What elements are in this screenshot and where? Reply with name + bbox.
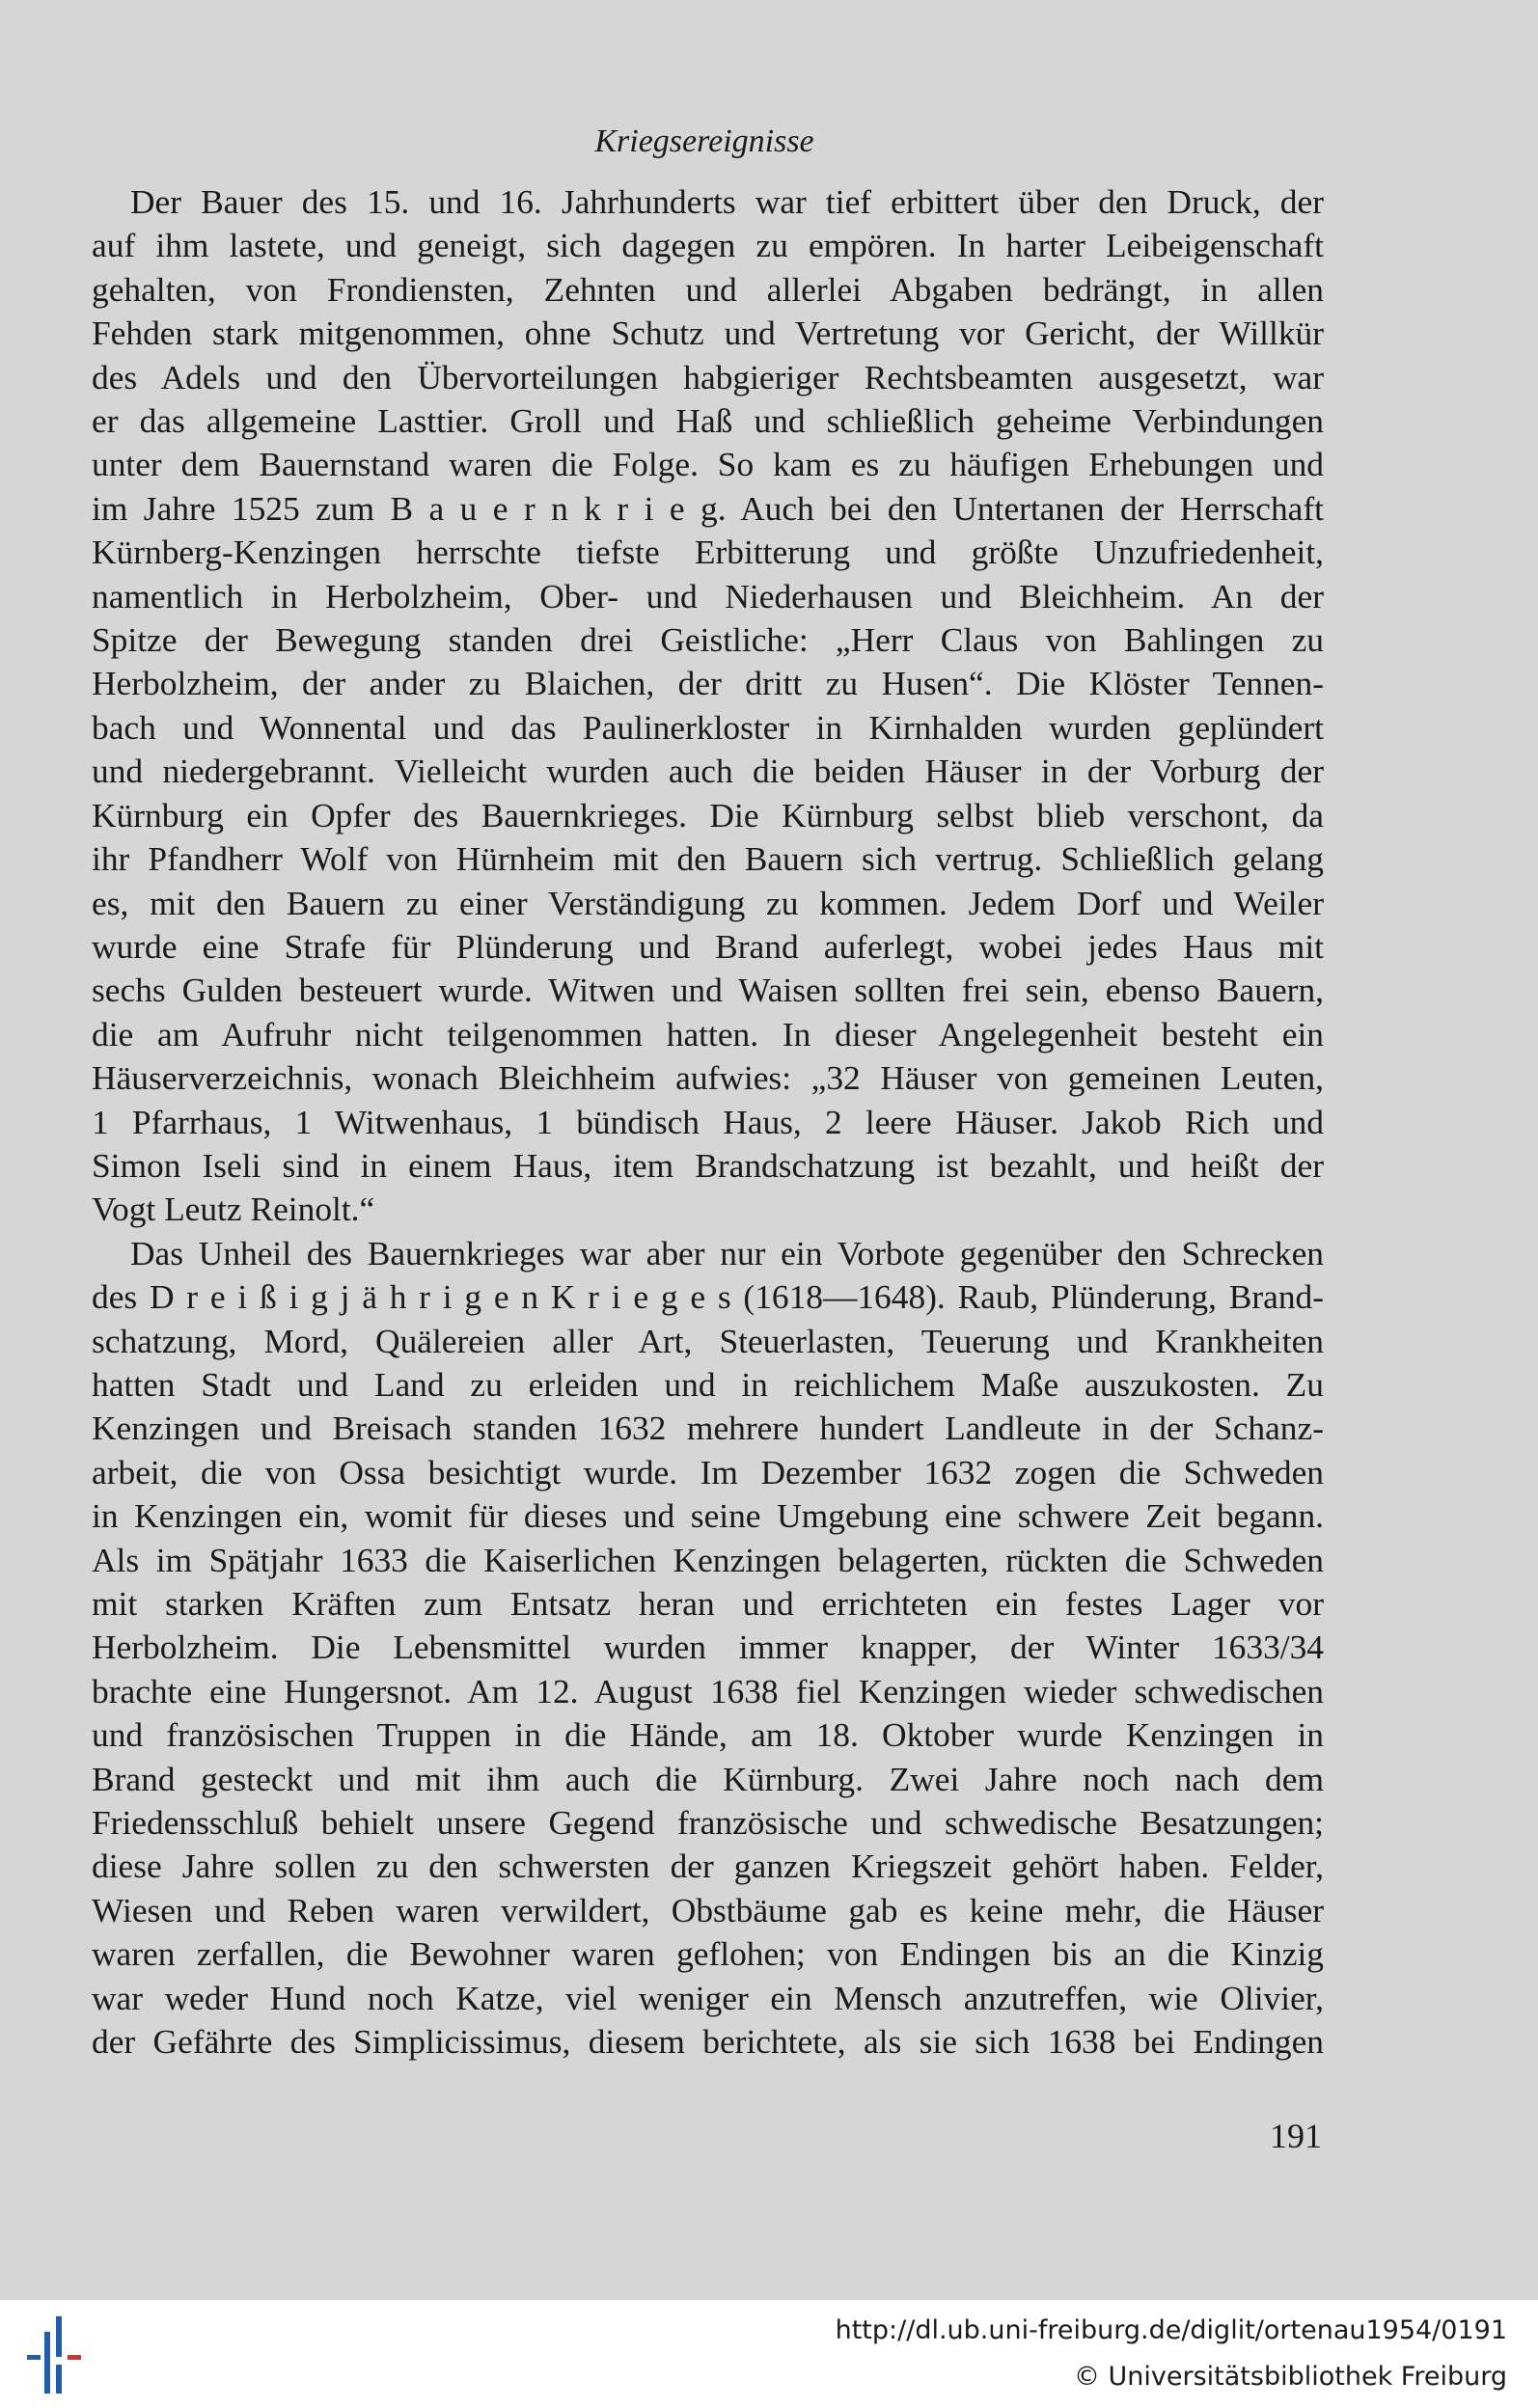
text-line: mit starken Kräften zum Entsatz heran und errichteten ein festes Lager vor	[92, 1584, 1324, 1623]
copyright-notice: © Universitätsbibliothek Freiburg	[1073, 2362, 1507, 2392]
library-logo-icon	[19, 2311, 96, 2397]
text-line: Spitze der Bewegung standen drei Geistliche: „Herr Claus von Bahlingen zu	[92, 620, 1324, 660]
text-line: die am Aufruhr nicht teilgenommen hatten. In dieser Angelegenheit besteht ein	[92, 1014, 1324, 1054]
text-line: auf ihm lastete, und geneigt, sich dagegen zu empören. In harter Leibeigenschaft	[92, 226, 1324, 265]
text-line: Fehden stark mitgenommen, ohne Schutz und Vertretung vor Gericht, der Willkür	[92, 314, 1324, 353]
text-line: diese Jahre sollen zu den schwersten der ganzen Kriegszeit gehört haben. Felder,	[92, 1847, 1324, 1886]
text-line: Der Bauer des 15. und 16. Jahrhunderts war tief erbittert über den Druck, der	[130, 182, 1324, 221]
text-line: Als im Spätjahr 1633 die Kaiserlichen Kenzingen belagerten, rückten die Schweden	[92, 1540, 1324, 1579]
text-line: waren zerfallen, die Bewohner waren geflohen; von Endingen bis an die Kinzig	[92, 1934, 1324, 1974]
text-line: Kürnburg ein Opfer des Bauernkrieges. Die Kürnburg selbst blieb verschont, da	[92, 795, 1324, 835]
body-text	[92, 180, 1324, 2064]
page-number: 191	[1270, 2117, 1322, 2155]
text-line: Brand gesteckt und mit ihm auch die Kürnburg. Zwei Jahre noch nach dem	[92, 1759, 1324, 1798]
text-line: war weder Hund noch Katze, viel weniger ein Mensch anzutreffen, wie Olivier,	[92, 1978, 1324, 2017]
text-line: im Jahre 1525 zum B a u e r n k r i e g. Auch bei den Untertanen der Herrschaft	[92, 488, 1324, 528]
text-line: ihr Pfandherr Wolf von Hürnheim mit den Bauern sich vertrug. Schließlich gelang	[92, 839, 1324, 879]
text-line: der Gefährte des Simplicissimus, diesem berichtete, als sie sich 1638 bei Endingen	[92, 2022, 1324, 2062]
text-line: unter dem Bauernstand waren die Folge. So kam es zu häufigen Erhebungen und	[92, 445, 1324, 484]
running-header: Kriegsereignisse	[594, 123, 814, 159]
text-line: arbeit, die von Ossa besichtigt wurde. Im Dezember 1632 zogen die Schweden	[92, 1452, 1324, 1491]
source-url-link[interactable]: http://dl.ub.uni-freiburg.de/diglit/ortenau1954/0191	[835, 2315, 1507, 2345]
text-line: 1 Pfarrhaus, 1 Witwenhaus, 1 bündisch Haus, 2 leere Häuser. Jakob Rich und	[92, 1102, 1324, 1141]
text-line: Wiesen und Reben waren verwildert, Obstbäume gab es keine mehr, die Häuser	[92, 1890, 1324, 1929]
text-line: des Adels und den Übervorteilungen habgieriger Rechtsbeamten ausgesetzt, war	[92, 357, 1324, 397]
text-line: sechs Gulden besteuert wurde. Witwen und Waisen sollten frei sein, ebenso Bauern,	[92, 971, 1324, 1010]
text-line: Das Unheil des Bauernkrieges war aber nur ein Vorbote gegenüber den Schrecken	[130, 1233, 1324, 1272]
text-line: gehalten, von Frondiensten, Zehnten und allerlei Abgaben bedrängt, in allen	[92, 269, 1324, 309]
text-line: brachte eine Hungersnot. Am 12. August 1638 fiel Kenzingen wieder schwedischen	[92, 1671, 1324, 1710]
text-line: und französischen Truppen in die Hände, am 18. Oktober wurde Kenzingen in	[92, 1715, 1324, 1755]
text-line: er das allgemeine Lasttier. Groll und Haß und schließlich geheime Verbindungen	[92, 401, 1324, 441]
text-line: Kenzingen und Breisach standen 1632 mehrere hundert Landleute in der Schanz-	[92, 1409, 1324, 1448]
text-line: Herbolzheim. Die Lebensmittel wurden immer knapper, der Winter 1633/34	[92, 1628, 1324, 1667]
text-line: es, mit den Bauern zu einer Verständigung zu kommen. Jedem Dorf und Weiler	[92, 883, 1324, 922]
text-line: des D r e i ß i g j ä h r i g e n K r i e g e s (1618—1648). Raub, Plünderung, Brand-	[92, 1277, 1324, 1317]
text-line: Häuserverzeichnis, wonach Bleichheim aufwies: „32 Häuser von gemeinen Leuten,	[92, 1058, 1324, 1098]
text-line: hatten Stadt und Land zu erleiden und in reichlichem Maße auszukosten. Zu	[92, 1364, 1324, 1404]
text-line: Vogt Leutz Reinolt.“	[92, 1190, 375, 1229]
text-line: namentlich in Herbolzheim, Ober- und Niederhausen und Bleichheim. An der	[92, 576, 1324, 616]
text-line: Friedensschluß behielt unsere Gegend französische und schwedische Besatzungen;	[92, 1803, 1324, 1843]
text-line: bach und Wonnental und das Paulinerkloster in Kirnhalden wurden geplündert	[92, 707, 1324, 747]
text-line: schatzung, Mord, Quälereien aller Art, Steuerlasten, Teuerung und Krankheiten	[92, 1321, 1324, 1360]
text-line: wurde eine Strafe für Plünderung und Brand auferlegt, wobei jedes Haus mit	[92, 926, 1324, 966]
text-line: Simon Iseli sind in einem Haus, item Brandschatzung ist bezahlt, und heißt der	[92, 1145, 1324, 1185]
text-line: und niedergebrannt. Vielleicht wurden auch die beiden Häuser in der Vorburg der	[92, 752, 1324, 791]
text-line: Herbolzheim, der ander zu Blaichen, der dritt zu Husen“. Die Klöster Tennen-	[92, 664, 1324, 703]
text-line: Kürnberg-Kenzingen herrschte tiefste Erbitterung und größte Unzufriedenheit,	[92, 533, 1324, 572]
text-line: in Kenzingen ein, womit für dieses und seine Umgebung eine schwere Zeit begann.	[92, 1496, 1324, 1536]
